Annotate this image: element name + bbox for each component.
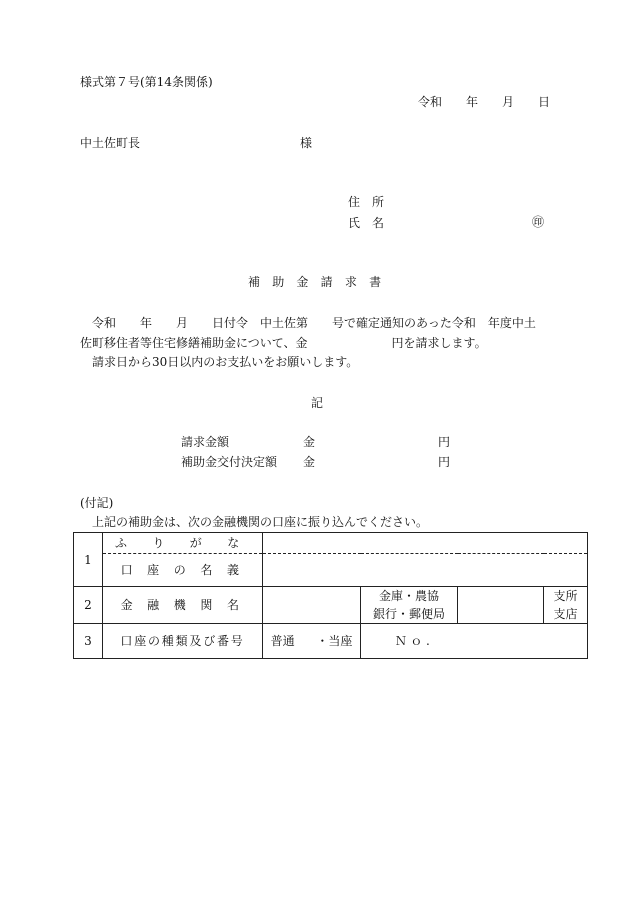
form-number: 様式第７号(第14条関係) [80, 75, 213, 89]
account-kind-field[interactable] [263, 624, 361, 659]
amount-yen-decision: 円 [438, 455, 451, 469]
addressee-name: 中土佐町長 [80, 136, 141, 150]
account-type-label: 口座の種類及び番号 [103, 624, 263, 659]
body-line-3: 請求日から30日以内のお支払いをお願いします。 [92, 355, 359, 369]
bank-type-bottom[interactable]: 銀行・郵便局 [361, 605, 458, 624]
branch-type-bottom[interactable]: 支店 [544, 605, 588, 624]
furigana-label: ふ り が な [103, 533, 263, 554]
account-name-label: 口 座 の 名 義 [103, 554, 263, 587]
bank-name-field[interactable] [263, 587, 361, 624]
row-number-1: 1 [74, 533, 103, 587]
ki-heading: 記 [311, 396, 324, 410]
body-line-1: 令和 年 月 日付令 中土佐第 号で確定通知のあった令和 年度中土 [92, 316, 536, 330]
seal-mark: ㊞ [532, 215, 545, 229]
bank-account-table [73, 532, 588, 659]
account-number-field[interactable] [361, 624, 588, 659]
branch-name-field[interactable] [458, 587, 544, 624]
row-number-2: 2 [74, 587, 103, 624]
note-text: 上記の補助金は、次の金融機関の口座に振り込んでください。 [92, 515, 429, 529]
amount-kin-request: 金 [303, 435, 316, 449]
account-name-field[interactable] [263, 554, 588, 587]
kind-toza[interactable]: ・当座 [316, 634, 353, 648]
branch-type-top[interactable]: 支所 [544, 587, 588, 606]
bank-type-top[interactable]: 金庫・農協 [361, 587, 458, 606]
document-title: 補 助 金 請 求 書 [248, 275, 386, 289]
date-line[interactable]: 令和 年 月 日 [418, 95, 551, 109]
amount-label-decision: 補助金交付決定額 [181, 455, 278, 469]
amount-kin-decision: 金 [303, 455, 316, 469]
note-heading: (付記) [80, 496, 114, 510]
furigana-field[interactable] [263, 533, 588, 554]
row-number-3: 3 [74, 624, 103, 659]
amount-label-request: 請求金額 [181, 435, 230, 449]
bank-name-label: 金 融 機 関 名 [103, 587, 263, 624]
addressee-honorific: 様 [300, 136, 313, 150]
kind-futsu[interactable]: 普通 [270, 634, 295, 648]
address-label: 住 所 [348, 195, 385, 209]
amount-yen-request: 円 [438, 435, 451, 449]
account-number-label: Ｎｏ. [394, 634, 434, 648]
name-label: 氏 名 [348, 216, 385, 230]
body-line-2: 佐町移住者等住宅修繕補助金について、金 円を請求します。 [80, 336, 487, 350]
